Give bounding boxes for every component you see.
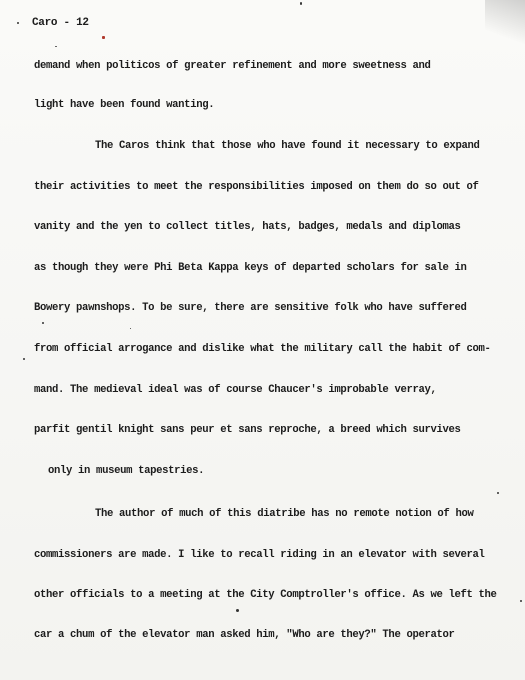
page-header: Caro - 12 xyxy=(32,17,89,29)
text-line: light have been found wanting. xyxy=(34,99,215,111)
text-line: parfit gentil knight sans peur et sans reproche, a breed which survives xyxy=(34,424,461,436)
text-line: mand. The medieval ideal was of course Chaucer's improbable verray, xyxy=(34,384,437,396)
scan-speck xyxy=(55,46,57,47)
text-line: car a chum of the elevator man asked him, "Who are they?" The operator xyxy=(34,629,455,641)
scan-speck xyxy=(300,2,302,5)
scan-speck xyxy=(130,328,131,329)
text-line: from official arrogance and dislike what the military call the habit of com- xyxy=(34,343,491,355)
paragraph-first-line: The Caros think that those who have found it necessary to expand xyxy=(95,140,480,152)
text-line: their activities to meet the responsibilities imposed on them do so out of xyxy=(34,181,479,193)
text-line: commissioners are made. I like to recall riding in an elevator with several xyxy=(34,549,485,561)
scan-speck xyxy=(17,22,19,24)
scan-speck xyxy=(520,600,522,602)
scan-speck xyxy=(497,492,499,494)
text-line: demand when politicos of greater refinement and more sweetness and xyxy=(34,60,431,72)
text-line: only in museum tapestries. xyxy=(48,465,205,477)
text-line: other officials to a meeting at the City Comptroller's office. As we left the xyxy=(34,589,497,601)
paragraph-first-line: The author of much of this diatribe has no remote notion of how xyxy=(95,508,474,520)
scan-edge-shadow xyxy=(485,0,525,60)
ink-mark xyxy=(102,36,105,39)
scan-speck xyxy=(236,609,239,612)
text-line: as though they were Phi Beta Kappa keys of departed scholars for sale in xyxy=(34,262,467,274)
text-line: vanity and the yen to collect titles, hats, badges, medals and diplomas xyxy=(34,221,461,233)
scan-speck xyxy=(42,322,44,324)
text-line: Bowery pawnshops. To be sure, there are sensitive folk who have suffered xyxy=(34,302,467,314)
scan-speck xyxy=(23,358,25,360)
